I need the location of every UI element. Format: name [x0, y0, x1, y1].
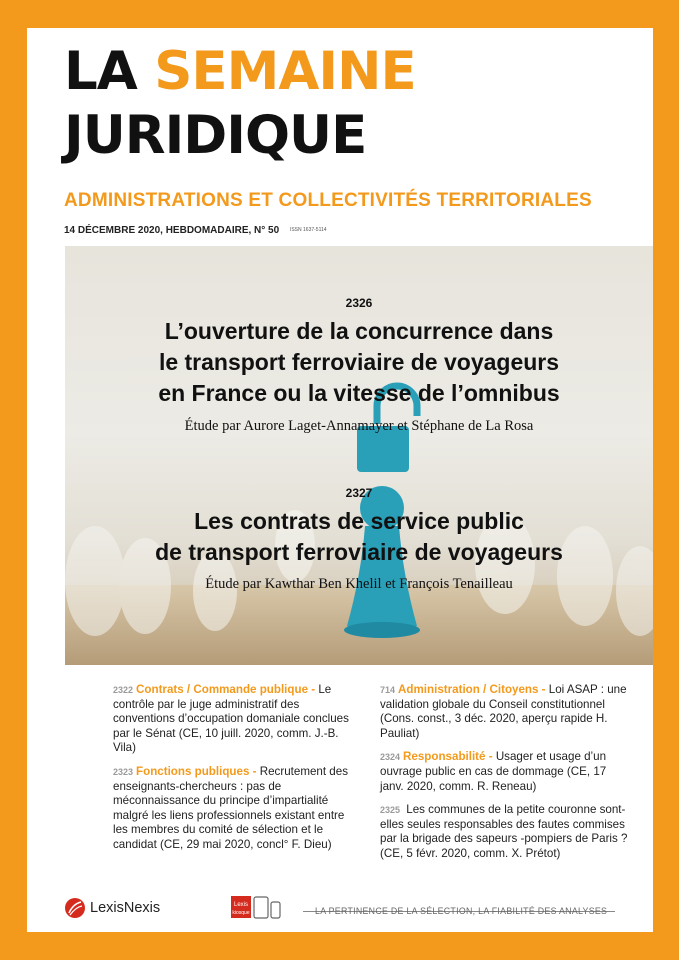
masthead-la: LA: [64, 41, 137, 102]
lexis-kiosque-badge[interactable]: [231, 894, 283, 925]
article-2-title-line: de transport ferroviaire de voyageurs: [155, 539, 563, 565]
issn: ISSN 1637-5114: [289, 227, 327, 234]
summary-entry: [380, 683, 628, 741]
entry-number: 2324: [380, 752, 401, 763]
publisher-name: LexisNexis: [90, 900, 161, 916]
entry-category: Contrats / Commande publique -: [136, 683, 316, 696]
entry-text: Recrutement des enseignants-chercheurs : pas de méconnaissance du principe d’impartialité malgré les liens professionnels existant entre les membres du comité de sélection et le candidat (CE, 29 mai 2020, concl° F. Dieu): [113, 764, 349, 851]
entry-text: Loi ASAP : une validation globale du Conseil constitutionnel (Cons. const., 3 déc. 2020, aperçu rapide H. Pauliat): [380, 683, 627, 740]
summary-entry: [113, 683, 353, 756]
article-1-title-line: en France ou la vitesse de l’omnibus: [158, 380, 560, 406]
lexisnexis-logo[interactable]: [64, 897, 160, 919]
article-2-number: 2327: [345, 486, 373, 500]
cover-image: [65, 246, 653, 665]
article-2-title-line: Les contrats de service public: [194, 508, 524, 534]
entry-text: Les communes de la petite couronne sont-elles seules responsables des fautes commises par la brigade des sapeurs -pompiers de Paris ? (CE, 5 févr. 2020, comm. X. Prétot): [380, 803, 628, 860]
entry-number: 2323: [113, 766, 134, 777]
article-1-title-line: le transport ferroviaire de voyageurs: [158, 349, 560, 375]
summary-entry: [380, 803, 628, 861]
summary-entry: [380, 750, 628, 794]
article-2-title: [65, 506, 653, 568]
article-1-number: 2326: [345, 296, 373, 310]
entry-text: Le contrôle par le juge administratif des conventions d’occupation domaniale conclues par le Sénat (CE, 10 juill. 2020, comm. J.-B. Vila): [113, 683, 349, 755]
entry-category: Responsabilité -: [403, 750, 493, 764]
cover-page: [27, 28, 653, 932]
article-2-author: Étude par Kawthar Ben Khelil et François Tenailleau: [205, 576, 513, 592]
entry-category: Fonctions publiques -: [136, 764, 257, 778]
entry-number: 714: [380, 685, 396, 695]
journal-subtitle: ADMINISTRATIONS ET COLLECTIVITÉS TERRITORIALES: [64, 190, 592, 211]
entry-category: Administration / Citoyens -: [398, 683, 546, 696]
summary-left-column: [113, 683, 353, 862]
lexisnexis-emblem-icon: [64, 897, 86, 919]
article-1-author: Étude par Aurore Laget-Annamayer et Stéphane de La Rosa: [184, 418, 534, 434]
blue-pawn-base: [344, 622, 420, 638]
entry-text: Usager et usage d’un ouvrage public en cas de dommage (CE, 17 janv. 2020, comm. R. Reneau): [380, 750, 607, 793]
article-1-title-line: L’ouverture de la concurrence dans: [164, 318, 554, 344]
kiosque-label-1: Lexis: [233, 902, 249, 908]
summary-right-column: [380, 683, 628, 871]
masthead-juridique: JURIDIQUE: [64, 105, 367, 166]
issue-date: 14 DÉCEMBRE 2020, HEBDOMADAIRE, N° 50: [64, 225, 280, 236]
kiosque-label-2: kiosque: [232, 910, 250, 916]
article-1-title: [65, 316, 653, 409]
entry-number: 2322: [113, 685, 134, 695]
entry-number: 2325: [380, 805, 401, 816]
kiosque-devices-icon: [231, 894, 283, 920]
dateline: [64, 225, 327, 236]
footer-tagline: LA PERTINENCE DE LA SÉLECTION, LA FIABILITÉ DES ANALYSES: [315, 906, 608, 916]
masthead-line-1: [64, 41, 416, 102]
masthead-semaine: SEMAINE: [154, 41, 416, 102]
summary-entry: [113, 765, 353, 853]
